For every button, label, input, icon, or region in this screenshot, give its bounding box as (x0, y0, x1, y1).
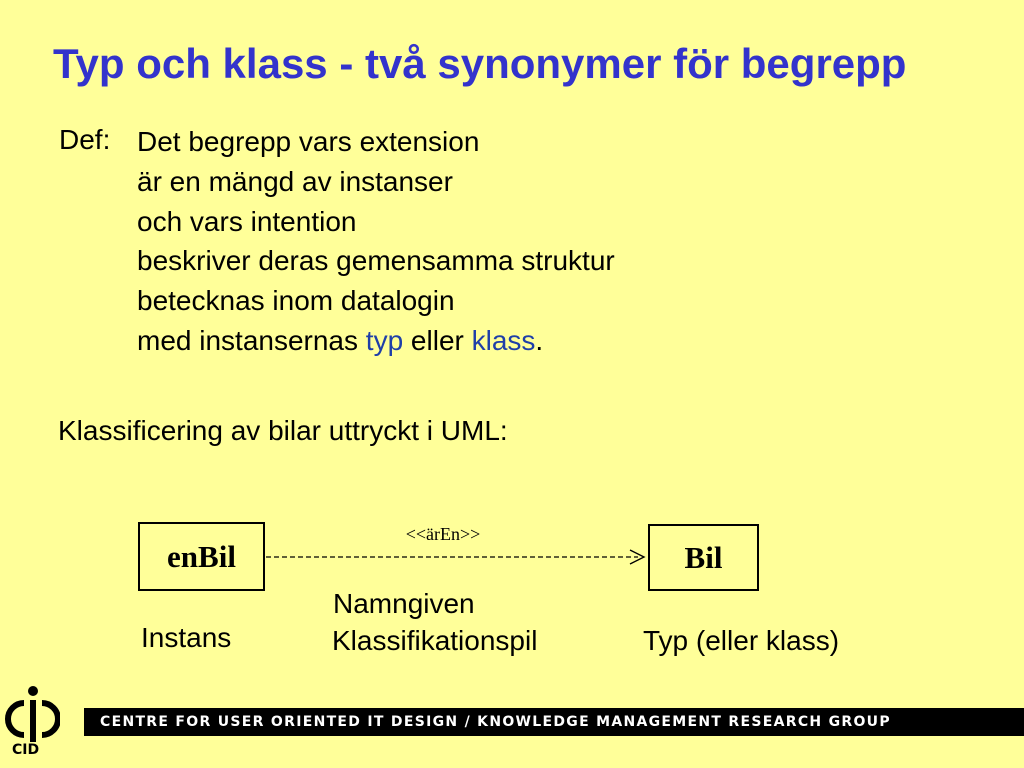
arrow-caption-line2: Klassifikationspil (332, 625, 538, 656)
definition-prefix: med instansernas (137, 324, 366, 356)
type-caption: Typ (eller klass) (643, 625, 840, 656)
definition-line: är en mängd av instanser (137, 165, 453, 197)
uml-heading: Klassificering av bilar uttryckt i UML: (58, 415, 508, 446)
logo-text: CID (12, 742, 40, 758)
type-box-label: Bil (684, 539, 723, 575)
definition-line: Det begrepp vars extension (137, 126, 480, 157)
instance-caption: Instans (141, 622, 232, 653)
arrow-caption-line1: Namngiven (333, 588, 475, 619)
instance-box-label: enBil (167, 538, 236, 574)
slide-title: Typ och klass - två synonymer för begrepp (53, 40, 907, 87)
definition-label: Def: (59, 124, 111, 155)
stereotype-label: <<ärEn>> (405, 524, 481, 544)
definition-line: beskriver deras gemensamma struktur (137, 245, 615, 277)
type-box (648, 524, 759, 591)
term-typ: typ (365, 324, 404, 356)
term-klass: klass (471, 324, 536, 356)
definition-middle: eller (403, 324, 472, 356)
definition-line: och vars intention (137, 205, 357, 237)
instance-box (138, 522, 265, 591)
definition-suffix: . (535, 324, 544, 356)
definition-line: betecknas inom datalogin (137, 285, 455, 317)
footer-banner-text: CENTRE FOR USER ORIENTED IT DESIGN / KNOWLEDGE MANAGEMENT RESEARCH GROUP (100, 714, 891, 730)
